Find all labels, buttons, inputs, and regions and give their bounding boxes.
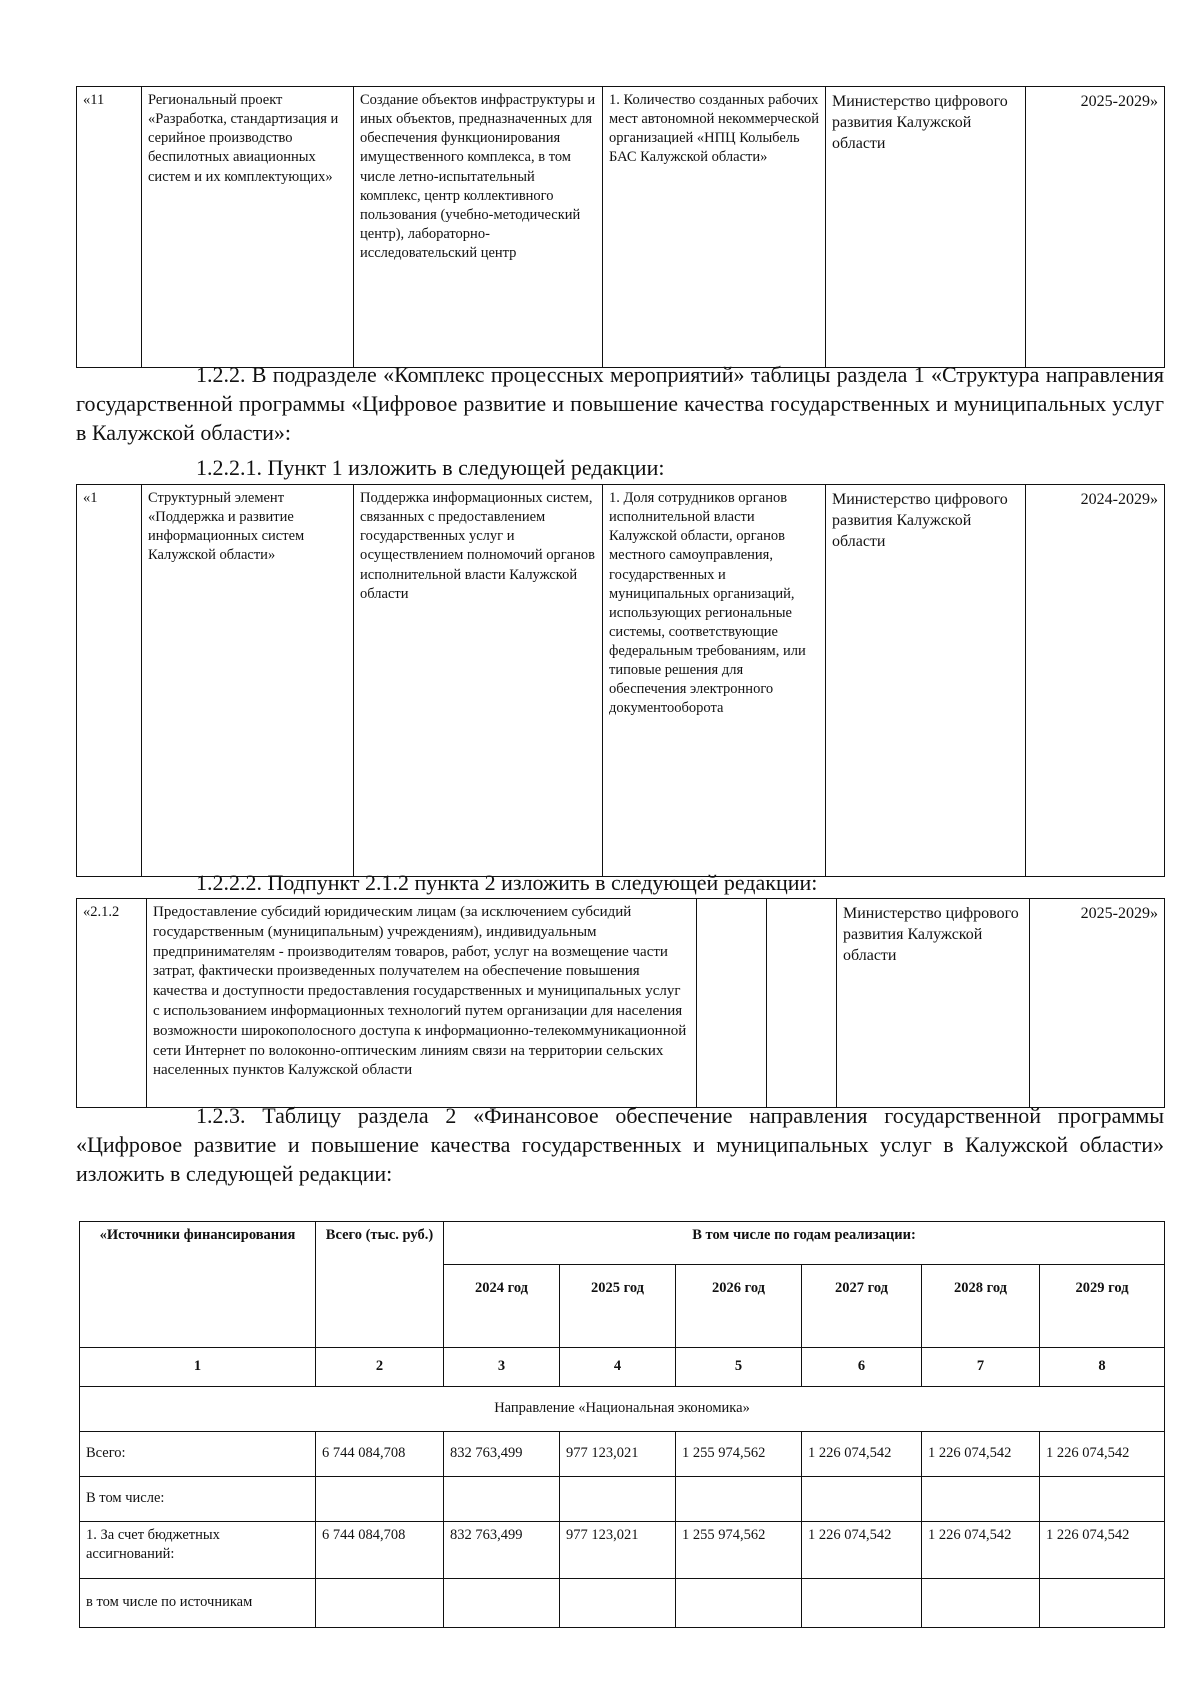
value-cell: [1040, 1579, 1165, 1628]
header-years-group: В том числе по годам реализации:: [444, 1222, 1165, 1265]
responsible-body: Министерство цифрового развития Калужской области: [837, 899, 1030, 1108]
value-cell: [802, 1579, 922, 1628]
year-header: 2024 год: [444, 1265, 560, 1348]
value-cell: [316, 1477, 444, 1522]
subpoint-table: [76, 898, 1165, 1108]
value-cell: [922, 1477, 1040, 1522]
table-row: [80, 1522, 1165, 1579]
value-cell: 1 255 974,562: [676, 1522, 802, 1579]
column-number: 6: [802, 1348, 922, 1387]
year-header: 2027 год: [802, 1265, 922, 1348]
value-cell: [560, 1477, 676, 1522]
value-cell: 1 226 074,542: [1040, 1522, 1165, 1579]
value-cell: [444, 1579, 560, 1628]
value-cell: [316, 1579, 444, 1628]
column-number: 1: [80, 1348, 316, 1387]
measure-description: Предоставление субсидий юридическим лицам (за исключением субсидий государственным (муниципальным) учреждениям), индивидуальным предпринимателям - производителям товаров, работ, услуг на возмещение части затрат, фактически произведенных получателем на обеспечение повышения качества и доступности предоставления государственных и муниципальных услуг с использованием информационных технологий путем организации для населения возможности широкополосного доступа к информационно-телекоммуникационной сети Интернет по волоконно-оптическим линиям связи на территории сельских населенных пунктов Калужской области: [147, 899, 697, 1108]
period: 2025-2029»: [1026, 87, 1165, 368]
value-cell: [802, 1477, 922, 1522]
value-cell: [444, 1477, 560, 1522]
table-row: [80, 1579, 1165, 1628]
year-header: 2026 год: [676, 1265, 802, 1348]
task-description: Поддержка информационных систем, связанных с предоставлением государственных услуг и осуществлением полномочий органов исполнительной власти Калужской области: [354, 485, 603, 877]
value-cell: 1 226 074,542: [922, 1432, 1040, 1477]
header-sources: «Источники финансирования: [80, 1222, 316, 1348]
value-cell: [1040, 1477, 1165, 1522]
table-row: [77, 485, 1165, 877]
value-cell: [676, 1477, 802, 1522]
column-number: 8: [1040, 1348, 1165, 1387]
task-description: Создание объектов инфраструктуры и иных объектов, предназначенных для обеспечения функционирования имущественного комплекса, в том числе летно-испытательный комплекс, центр коллективного пользования (учебно-методический центр), лабораторно-исследовательский центр: [354, 87, 603, 368]
column-number: 4: [560, 1348, 676, 1387]
value-cell: [922, 1579, 1040, 1628]
value-cell: [560, 1579, 676, 1628]
column-number: 7: [922, 1348, 1040, 1387]
value-cell: 1 226 074,542: [802, 1432, 922, 1477]
value-cell: 977 123,021: [560, 1432, 676, 1477]
row-label: в том числе по источникам: [80, 1579, 316, 1628]
value-cell: 832 763,499: [444, 1522, 560, 1579]
year-header: 2029 год: [1040, 1265, 1165, 1348]
structural-element-table: [76, 484, 1165, 877]
value-cell: 832 763,499: [444, 1432, 560, 1477]
paragraph-1-2-2: 1.2.2. В подразделе «Комплекс процессных мероприятий» таблицы раздела 1 «Структура направления государственной программы «Цифровое развитие и повышение качества государственных и муниципальных услуг в Калужской области»:: [76, 362, 1164, 445]
row-number: «1: [77, 485, 142, 877]
row-label: В том числе:: [80, 1477, 316, 1522]
column-number: 3: [444, 1348, 560, 1387]
regional-project-table: [76, 86, 1165, 368]
column-number: 5: [676, 1348, 802, 1387]
value-cell: 1 255 974,562: [676, 1432, 802, 1477]
paragraph-1-2-3: 1.2.3. Таблицу раздела 2 «Финансовое обеспечение направления государственной программы «Цифровое развитие и повышение качества государственных и муниципальных услуг в Калужской области» изложить в следующей редакции:: [76, 1103, 1164, 1186]
row-number: «11: [77, 87, 142, 368]
table-row: [77, 87, 1165, 368]
empty-cell: [697, 899, 767, 1108]
column-number: 2: [316, 1348, 444, 1387]
table-row: [77, 899, 1165, 1108]
value-cell: 1 226 074,542: [1040, 1432, 1165, 1477]
year-header: 2025 год: [560, 1265, 676, 1348]
value-cell: 977 123,021: [560, 1522, 676, 1579]
table-row: [80, 1477, 1165, 1522]
header-total: Всего (тыс. руб.): [316, 1222, 444, 1348]
value-cell: 1 226 074,542: [802, 1522, 922, 1579]
paragraph-1-2-2-1: 1.2.2.1. Пункт 1 изложить в следующей редакции:: [196, 455, 665, 480]
structural-element: Региональный проект «Разработка, стандартизация и серийное производство беспилотных авиационных систем и их комплектующих»: [142, 87, 354, 368]
row-number: «2.1.2: [77, 899, 147, 1108]
table-row: [80, 1432, 1165, 1477]
paragraph-1-2-2-2: 1.2.2.2. Подпункт 2.1.2 пункта 2 изложить в следующей редакции:: [196, 870, 818, 895]
year-header: 2028 год: [922, 1265, 1040, 1348]
direction-row: [80, 1387, 1165, 1432]
row-label: 1. За счет бюджетных ассигнований:: [80, 1522, 316, 1579]
period: 2024-2029»: [1026, 485, 1165, 877]
row-label: Всего:: [80, 1432, 316, 1477]
value-cell: 6 744 084,708: [316, 1432, 444, 1477]
indicator: 1. Количество созданных рабочих мест автономной некоммерческой организацией «НПЦ Колыбель БАС Калужской области»: [603, 87, 826, 368]
value-cell: [676, 1579, 802, 1628]
responsible-body: Министерство цифрового развития Калужской области: [826, 87, 1026, 368]
responsible-body: Министерство цифрового развития Калужской области: [826, 485, 1026, 877]
direction-title: Направление «Национальная экономика»: [80, 1387, 1165, 1432]
period: 2025-2029»: [1030, 899, 1165, 1108]
value-cell: 1 226 074,542: [922, 1522, 1040, 1579]
empty-cell: [767, 899, 837, 1108]
indicator: 1. Доля сотрудников органов исполнительной власти Калужской области, органов местного самоуправления, государственных и муниципальных организаций, использующих региональные системы, соответствующие федеральным требованиям, или типовые решения для обеспечения электронного документооборота: [603, 485, 826, 877]
header-row: [80, 1222, 1165, 1265]
value-cell: 6 744 084,708: [316, 1522, 444, 1579]
column-numbers-row: [80, 1348, 1165, 1387]
structural-element: Структурный элемент «Поддержка и развитие информационных систем Калужской области»: [142, 485, 354, 877]
finance-table: [79, 1221, 1165, 1628]
